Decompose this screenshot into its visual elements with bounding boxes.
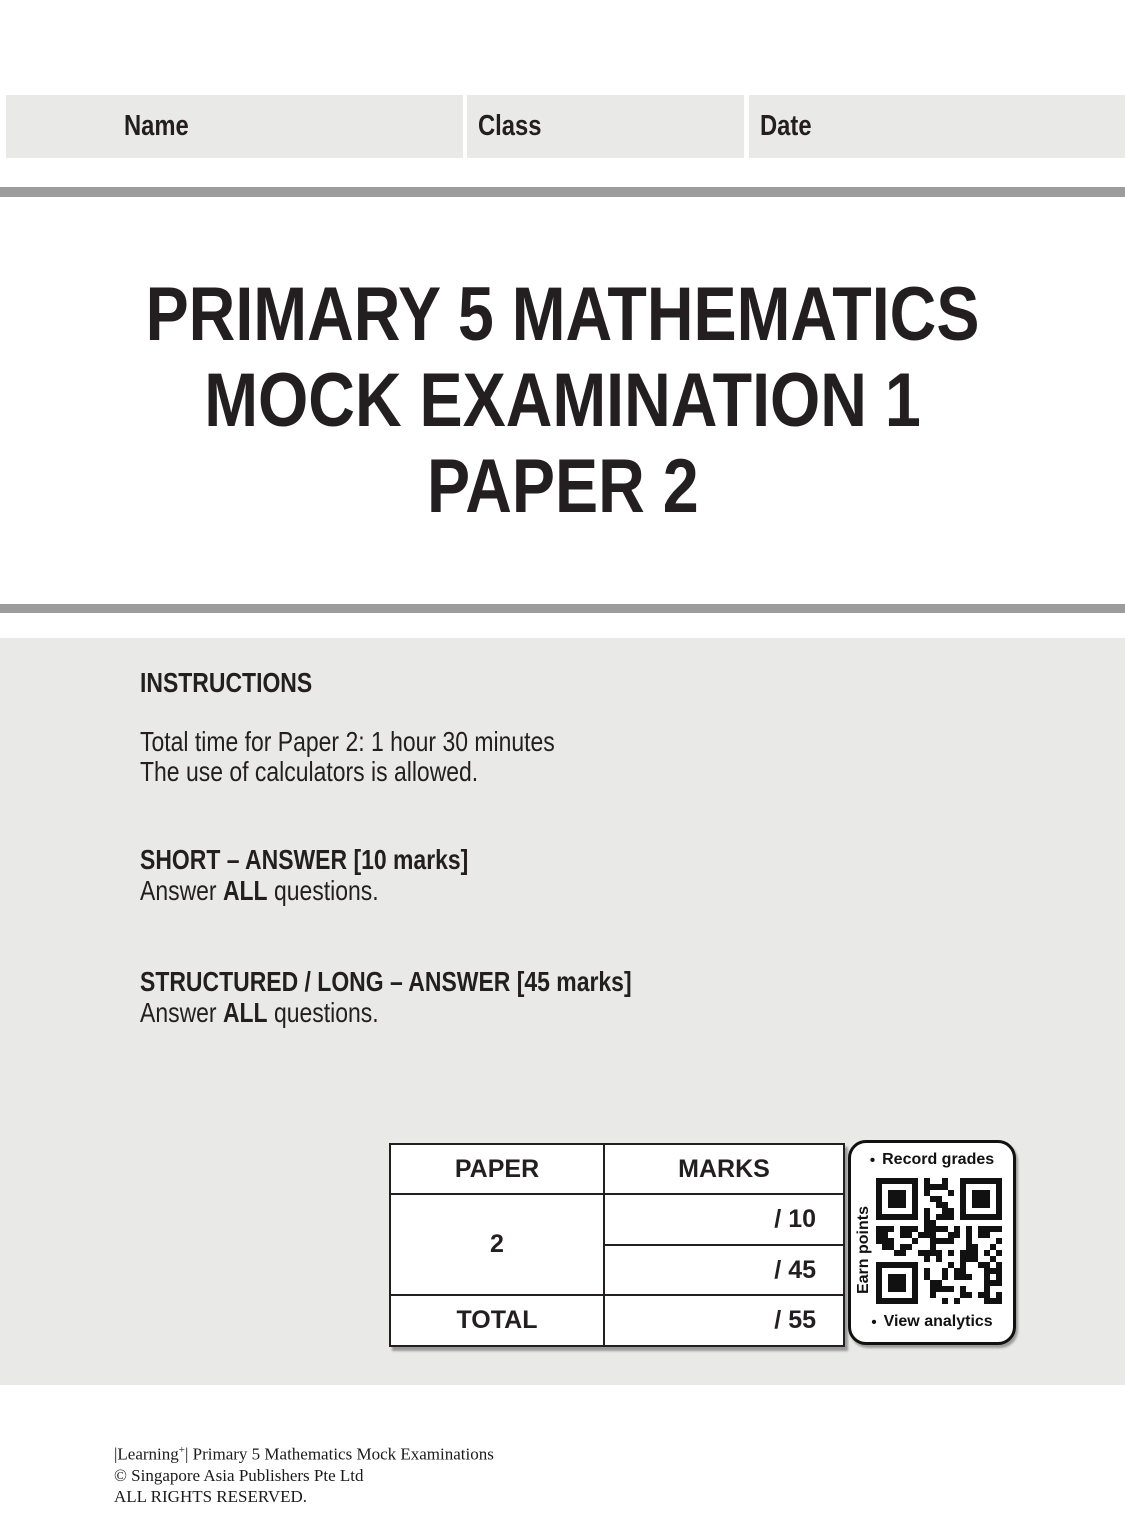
- marks-cell-short: / 10: [604, 1194, 844, 1245]
- date-label: Date: [760, 110, 812, 142]
- record-grades-label: • Record grades: [869, 1151, 995, 1169]
- total-label-cell: TOTAL: [390, 1295, 604, 1346]
- class-field: [467, 95, 744, 158]
- view-analytics-label: • View analytics: [871, 1313, 993, 1331]
- short-answer-heading: SHORT – ANSWER [10 marks]: [140, 844, 469, 875]
- instructions-heading: INSTRUCTIONS: [140, 667, 313, 698]
- class-label: Class: [478, 110, 542, 142]
- paper-header-cell: PAPER: [390, 1144, 604, 1194]
- instructions-calculator-line: The use of calculators is allowed.: [140, 756, 479, 787]
- table-row: [390, 1295, 844, 1346]
- marks-table: [389, 1143, 845, 1347]
- footer-line-3: ALL RIGHTS RESERVED.: [114, 1486, 308, 1506]
- name-label: Name: [124, 110, 189, 142]
- divider-bar-bottom: [0, 604, 1125, 613]
- footer-line-2: © Singapore Asia Publishers Pte Ltd: [114, 1465, 364, 1485]
- marks-cell-structured: / 45: [604, 1245, 844, 1295]
- marks-header-cell: MARKS: [604, 1144, 844, 1194]
- instructions-time-line: Total time for Paper 2: 1 hour 30 minutes: [140, 726, 555, 757]
- qr-panel: [848, 1140, 1016, 1345]
- footer-line-1: |Learning+| Primary 5 Mathematics Mock Examinations: [114, 1444, 494, 1464]
- total-marks-cell: / 55: [604, 1295, 844, 1346]
- table-row: [390, 1194, 844, 1245]
- divider-bar-top: [0, 187, 1125, 197]
- title-line-1: PRIMARY 5 MATHEMATICS: [145, 272, 980, 357]
- structured-answer-body: Answer ALL questions.: [140, 997, 379, 1028]
- earn-points-label: Earn points: [855, 1206, 872, 1295]
- bullet-icon: •: [869, 1151, 876, 1169]
- footer: [114, 1440, 494, 1507]
- name-field: [6, 95, 463, 158]
- title-line-2: MOCK EXAMINATION 1: [204, 358, 921, 443]
- page-title: [0, 272, 1125, 530]
- title-line-3: PAPER 2: [426, 444, 699, 529]
- table-row: [390, 1144, 844, 1194]
- bullet-icon: •: [871, 1313, 877, 1331]
- paper-number-cell: 2: [390, 1194, 604, 1295]
- qr-code: [876, 1178, 1002, 1304]
- date-field: [749, 95, 1125, 158]
- short-answer-body: Answer ALL questions.: [140, 875, 379, 906]
- structured-answer-heading: STRUCTURED / LONG – ANSWER [45 marks]: [140, 966, 632, 997]
